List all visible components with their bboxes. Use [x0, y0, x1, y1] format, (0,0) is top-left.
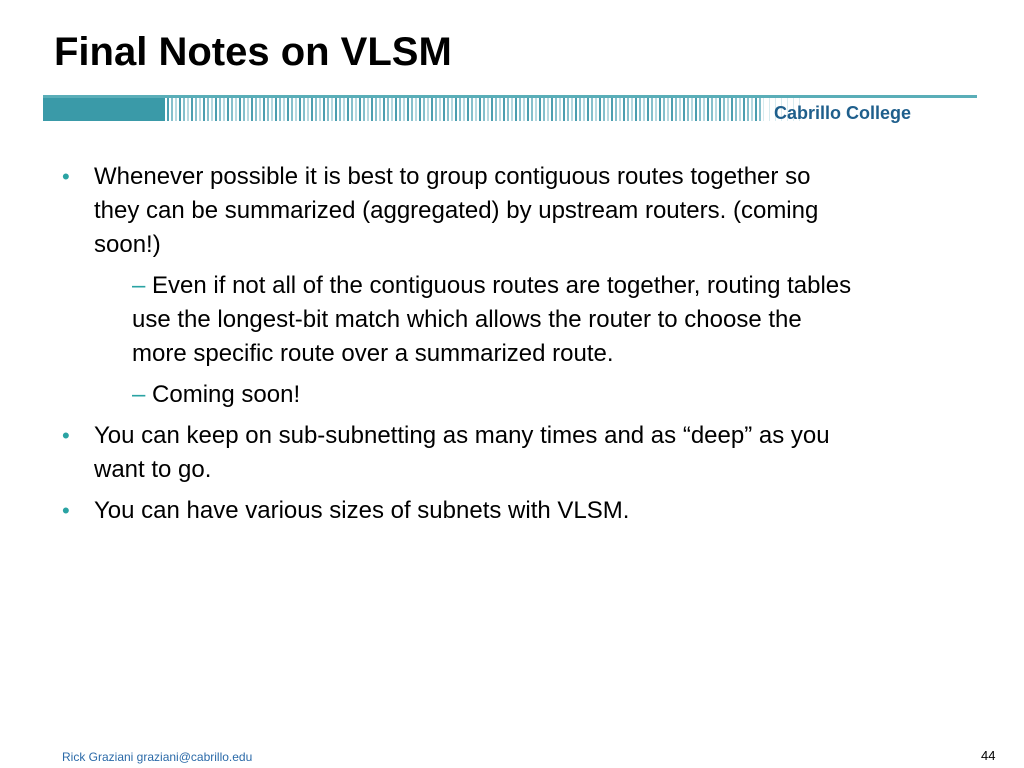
band-stripe: [643, 98, 645, 121]
band-stripe: [539, 98, 541, 121]
band-stripe: [527, 98, 529, 121]
band-stripe: [267, 98, 269, 121]
band-stripe: [315, 98, 317, 121]
band-stripe: [391, 98, 393, 121]
band-stripe: [511, 98, 513, 121]
band-stripe: [279, 98, 281, 121]
band-stripe: [719, 98, 721, 121]
band-stripe: [311, 98, 313, 121]
band-stripe: [583, 98, 585, 121]
band-stripe: [603, 98, 605, 121]
band-stripe: [323, 98, 325, 121]
band-stripe: [199, 98, 201, 121]
band-stripe: [751, 98, 753, 121]
band-stripe: [471, 98, 473, 121]
band-stripe: [611, 98, 613, 121]
band-stripe: [743, 98, 745, 121]
band-stripe: [307, 98, 309, 121]
bullet-dot-icon: •: [62, 423, 70, 448]
band-stripe: [715, 98, 717, 121]
band-stripe: [623, 98, 625, 121]
band-stripe: [371, 98, 373, 121]
band-stripe: [731, 98, 733, 121]
band-stripe: [659, 98, 661, 121]
band-stripe: [439, 98, 441, 121]
sub-bullet-item-2: [132, 378, 300, 412]
band-stripe: [699, 98, 701, 121]
band-stripe: [415, 98, 417, 121]
band-stripe: [515, 98, 517, 121]
band-stripe: [631, 98, 633, 121]
band-stripe: [395, 98, 397, 121]
band-stripe: [571, 98, 573, 121]
band-stripe: [495, 98, 497, 121]
band-stripe: [383, 98, 385, 121]
band-stripe: [167, 98, 169, 121]
band-stripe: [443, 98, 445, 121]
band-stripe: [271, 98, 273, 121]
band-stripe: [327, 98, 329, 121]
band-stripe: [463, 98, 465, 121]
bullet-line: Whenever possible it is best to group contiguous routes together so: [94, 163, 811, 190]
band-stripe: [559, 98, 561, 121]
band-stripe: [227, 98, 229, 121]
band-stripe: [487, 98, 489, 121]
band-stripe: [475, 98, 477, 121]
band-stripe: [651, 98, 653, 121]
band-stripe: [435, 98, 437, 121]
band-stripe: [655, 98, 657, 121]
bullet-line: more specific route over a summarized route.: [132, 340, 614, 367]
band-stripe: [339, 98, 341, 121]
band-stripe: [331, 98, 333, 121]
band-stripe: [723, 98, 725, 121]
band-stripe: [563, 98, 565, 121]
band-stripe: [335, 98, 337, 121]
band-stripe: [191, 98, 193, 121]
band-stripe: [599, 98, 601, 121]
band-stripe: [499, 98, 501, 121]
band-stripe: [387, 98, 389, 121]
band-stripe: [255, 98, 257, 121]
band-stripe: [447, 98, 449, 121]
slide-title: Final Notes on VLSM: [54, 30, 452, 74]
band-stripe: [251, 98, 253, 121]
dash-marker-icon: –: [132, 381, 146, 408]
band-stripe: [175, 98, 177, 121]
band-stripe: [363, 98, 365, 121]
band-stripe: [663, 98, 665, 121]
bullet-item-2: [94, 419, 830, 487]
band-stripe: [667, 98, 669, 121]
band-stripe: [535, 98, 537, 121]
band-stripe: [211, 98, 213, 121]
bullet-dot-icon: •: [62, 498, 70, 523]
bullet-dot-icon: •: [62, 164, 70, 189]
band-stripe: [203, 98, 205, 121]
band-stripe: [467, 98, 469, 121]
band-stripe: [195, 98, 197, 121]
band-stripe: [703, 98, 705, 121]
band-stripe: [287, 98, 289, 121]
band-stripe: [263, 98, 265, 121]
band-stripe: [431, 98, 433, 121]
bullet-item-1: [94, 160, 818, 262]
band-stripe: [491, 98, 493, 121]
band-stripe: [483, 98, 485, 121]
band-stripe: [259, 98, 261, 121]
band-stripe: [303, 98, 305, 121]
band-stripe: [451, 98, 453, 121]
bullet-line: Coming soon!: [152, 381, 301, 408]
band-stripe: [319, 98, 321, 121]
band-stripe: [223, 98, 225, 121]
band-stripe: [291, 98, 293, 121]
band-stripe: [275, 98, 277, 121]
band-stripe: [547, 98, 549, 121]
dash-marker-icon: –: [132, 272, 146, 299]
band-stripe: [567, 98, 569, 121]
band-stripe: [675, 98, 677, 121]
band-stripe: [231, 98, 233, 121]
band-stripe: [367, 98, 369, 121]
band-stripe: [531, 98, 533, 121]
band-stripe: [187, 98, 189, 121]
band-stripe: [407, 98, 409, 121]
band-stripe: [347, 98, 349, 121]
band-stripe: [423, 98, 425, 121]
band-stripe: [355, 98, 357, 121]
band-stripe: [591, 98, 593, 121]
band-top-rule: [43, 95, 977, 98]
band-stripe: [671, 98, 673, 121]
band-stripe: [727, 98, 729, 121]
bullet-line: use the longest-bit match which allows the router to choose the: [132, 306, 802, 333]
page-number: 44: [981, 748, 996, 763]
band-stripe: [555, 98, 557, 121]
band-stripe: [427, 98, 429, 121]
band-stripe: [411, 98, 413, 121]
band-stripe: [403, 98, 405, 121]
sub-bullet-item-1: [132, 269, 851, 371]
bullet-line: You can have various sizes of subnets with VLSM.: [94, 497, 630, 524]
bullet-line: Even if not all of the contiguous routes are together, routing tables: [152, 272, 852, 299]
band-stripe: [375, 98, 377, 121]
brand-logo-text: Cabrillo College: [774, 103, 912, 123]
band-stripe: [219, 98, 221, 121]
bullet-item-3: [94, 494, 629, 528]
band-stripe: [543, 98, 545, 121]
band-stripe: [615, 98, 617, 121]
band-stripe: [683, 98, 685, 121]
band-stripe: [207, 98, 209, 121]
band-stripe: [183, 98, 185, 121]
band-stripe: [399, 98, 401, 121]
bullet-line: they can be summarized (aggregated) by upstream routers. (coming: [94, 197, 819, 224]
band-stripe: [519, 98, 521, 121]
band-stripe: [343, 98, 345, 121]
band-stripe: [239, 98, 241, 121]
band-stripe: [763, 98, 764, 121]
band-stripe: [707, 98, 709, 121]
band-stripe: [619, 98, 621, 121]
band-stripe: [247, 98, 249, 121]
footer-author: Rick Graziani graziani@cabrillo.edu: [62, 750, 253, 764]
band-stripe: [595, 98, 597, 121]
bullet-line: want to go.: [94, 456, 212, 483]
band-stripe: [607, 98, 609, 121]
band-stripe: [739, 98, 741, 121]
band-stripe: [283, 98, 285, 121]
band-stripe: [627, 98, 629, 121]
band-stripe: [179, 98, 181, 121]
band-stripe: [679, 98, 681, 121]
band-stripe: [687, 98, 689, 121]
band-stripe: [747, 98, 749, 121]
band-stripe: [459, 98, 461, 121]
band-stripe: [243, 98, 245, 121]
band-stripe: [523, 98, 525, 121]
bullet-line: You can keep on sub-subnetting as many times and as “deep” as you: [94, 422, 830, 449]
band-stripe: [695, 98, 697, 121]
band-stripe: [575, 98, 577, 121]
band-stripe: [551, 98, 553, 121]
band-stripes: [167, 98, 800, 121]
band-stripe: [769, 98, 770, 121]
band-stripe: [647, 98, 649, 121]
band-stripe: [691, 98, 693, 121]
band-stripe: [503, 98, 505, 121]
band-stripe: [755, 98, 757, 121]
band-stripe: [171, 98, 173, 121]
band-stripe: [639, 98, 641, 121]
band-stripe: [711, 98, 713, 121]
band-stripe: [379, 98, 381, 121]
band-stripe: [479, 98, 481, 121]
band-stripe: [235, 98, 237, 121]
band-stripe: [419, 98, 421, 121]
band-stripe: [507, 98, 509, 121]
bullet-line: soon!): [94, 231, 161, 258]
band-stripe: [215, 98, 217, 121]
band-stripe: [587, 98, 589, 121]
band-stripe: [759, 98, 761, 121]
band-stripe: [351, 98, 353, 121]
band-stripe: [455, 98, 457, 121]
band-stripe: [295, 98, 297, 121]
band-stripe: [359, 98, 361, 121]
band-stripe: [299, 98, 301, 121]
band-stripe: [635, 98, 637, 121]
band-stripe: [735, 98, 737, 121]
band-solid-bar: [43, 97, 165, 121]
band-stripe: [579, 98, 581, 121]
